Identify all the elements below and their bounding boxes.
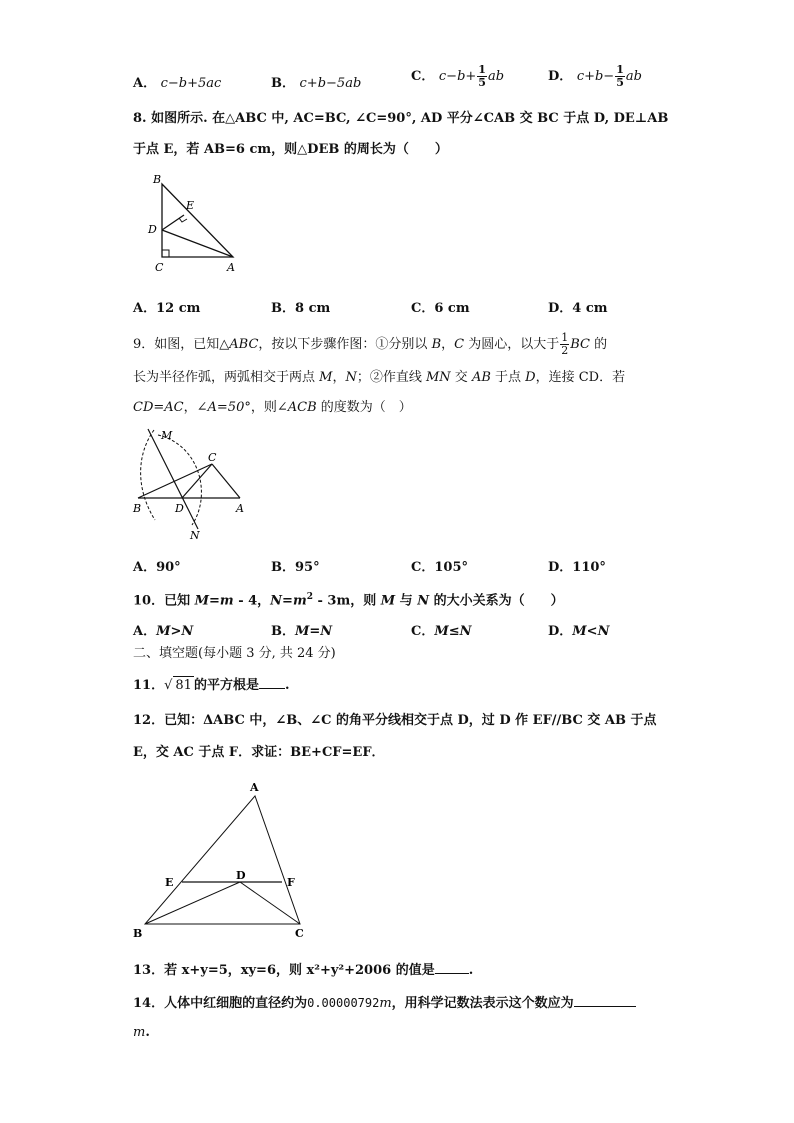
section-title: 二、填空题(每小题 3 分, 共 24 分) xyxy=(133,646,336,661)
segment-bd xyxy=(145,882,240,924)
label-c: C xyxy=(295,927,304,940)
q14-stem-line1: 14．人体中红细胞的直径约为0.00000792m，用科学记数法表示这个数应为 xyxy=(133,994,636,1013)
label-a: A xyxy=(227,261,235,274)
segment-ca xyxy=(212,464,240,498)
q8-figure xyxy=(145,172,245,277)
label-e: E xyxy=(186,199,195,212)
q9-option-d[interactable]: D．110° xyxy=(548,560,606,575)
q8-stem-line1: 8. 如图所示. 在△ABC 中, AC=BC, ∠C=90°, AD 平分∠CAB 交 BC 于点 D, DE⊥AB xyxy=(133,111,669,126)
q14-stem-line2: m. xyxy=(133,1025,150,1040)
answer-blank[interactable] xyxy=(435,961,469,974)
label-a: A xyxy=(250,781,259,794)
q12-stem-line2: E，交 AC 于点 F．求证：BE+CF=EF． xyxy=(133,745,385,760)
label-d: D xyxy=(236,869,246,882)
arc-from-c xyxy=(141,430,155,520)
segment-ad xyxy=(162,230,233,257)
label-c: C xyxy=(208,451,217,464)
label-n: N xyxy=(190,529,200,542)
q9-figure xyxy=(130,425,255,543)
q13-stem: 13．若 x+y=5，xy=6，则 x²+y²+2006 的值是 . xyxy=(133,963,474,978)
q10-option-b[interactable]: B．M=N xyxy=(271,624,333,639)
right-angle-mark-c xyxy=(162,250,169,257)
triangle-abc xyxy=(162,184,233,257)
label-c: C xyxy=(155,261,164,274)
right-angle-mark-e xyxy=(179,218,187,222)
label-f: F xyxy=(287,876,295,889)
q10-option-c[interactable]: C．M≤N xyxy=(411,624,472,639)
q12-stem-line1: 12．已知：ΔABC 中，∠B、∠C 的角平分线相交于点 D，过 D 作 EF//BC 交 AB 于点 xyxy=(133,713,657,728)
fraction-half: $\frac{1}{2}$ xyxy=(561,331,569,357)
segment-de xyxy=(162,215,184,230)
q9-stem-line3: CD=AC，∠A=50°，则∠ACB 的度数为（ ） xyxy=(133,400,412,415)
answer-blank[interactable] xyxy=(574,994,636,1007)
fraction: $\frac{1}{5}$ xyxy=(616,63,624,89)
label-a: A xyxy=(236,502,244,515)
q7-option-b[interactable]: B． c+b−5ab xyxy=(271,76,362,91)
label-b: B xyxy=(133,927,143,940)
q11-stem: 11．√ 81 的平方根是 . xyxy=(133,678,290,693)
q10-option-d[interactable]: D．M<N xyxy=(548,624,610,639)
q12-figure xyxy=(130,778,315,946)
segment-cd xyxy=(182,464,212,498)
q7-option-d[interactable]: D． c+b− $\frac{1}{5}$ ab xyxy=(548,63,642,89)
q9-option-b[interactable]: B．95° xyxy=(271,560,320,575)
q10-option-a[interactable]: A．M>N xyxy=(133,624,194,639)
label-m: M xyxy=(161,429,173,442)
q10-stem: 10．已知 M=m - 4，$N=m^2 - 3m$，则 M 与 N 的大小关系为（ ） xyxy=(133,592,564,609)
label-b: B xyxy=(153,173,162,186)
q9-option-c[interactable]: C．105° xyxy=(411,560,468,575)
line-mn xyxy=(148,429,198,529)
q8-option-c[interactable]: C．6 cm xyxy=(411,301,470,316)
q9-stem-line2: 长为半径作弧，两弧相交于两点 M，N；②作直线 MN 交 AB 于点 D，连接 CD．若 xyxy=(133,370,626,385)
q8-option-a[interactable]: A．12 cm xyxy=(133,301,201,316)
q9-stem-line1: 9．如图，已知△ABC，按以下步骤作图：①分别以 B，C 为圆心，以大于 $\frac{1}{2}$ BC 的 xyxy=(133,331,608,357)
label-d: D xyxy=(175,502,184,515)
q8-option-d[interactable]: D．4 cm xyxy=(548,301,608,316)
fraction: $\frac{1}{5}$ xyxy=(478,63,486,89)
answer-blank[interactable] xyxy=(259,676,285,689)
label-b: B xyxy=(133,502,142,515)
q8-stem-line2: 于点 E，若 AB=6 cm，则△DEB 的周长为（ ） xyxy=(133,142,448,157)
q7-option-c[interactable]: C． c−b+ $\frac{1}{5}$ ab xyxy=(411,63,505,89)
q7-option-a[interactable]: A． c−b+5ac xyxy=(133,76,222,91)
label-e: E xyxy=(165,876,174,889)
label-d: D xyxy=(148,223,157,236)
triangle-abc xyxy=(145,796,300,924)
q9-option-a[interactable]: A．90° xyxy=(133,560,181,575)
q8-option-b[interactable]: B．8 cm xyxy=(271,301,331,316)
